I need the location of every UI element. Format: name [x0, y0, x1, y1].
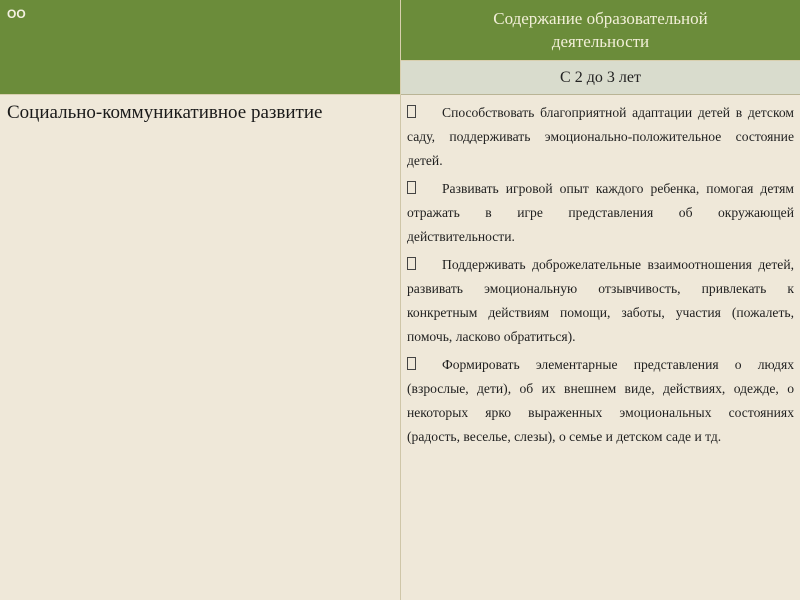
- list-item: [407, 353, 794, 449]
- box-bullet-icon: [407, 105, 416, 118]
- header-area-cell: [0, 0, 401, 95]
- list-item: [407, 253, 794, 349]
- content-column-header: Содержание образовательной деятельности: [493, 9, 708, 51]
- goals-list: [401, 95, 800, 449]
- area-cell: [0, 95, 401, 600]
- box-bullet-icon: [407, 257, 416, 270]
- box-bullet-icon: [407, 181, 416, 194]
- list-item-text: Развивать игровой опыт каждого ребенка, помогая детям отражать в игре представления об окружающей действительности.: [407, 181, 794, 244]
- box-bullet-icon: [407, 357, 416, 370]
- content-cell: [401, 95, 800, 600]
- age-group-header: С 2 до 3 лет: [401, 61, 800, 95]
- list-item: [407, 101, 794, 173]
- list-item: [407, 177, 794, 249]
- list-item-text: Формировать элементарные представления о людях (взрослые, дети), об их внешнем виде, действиях, одежде, о некоторых ярко выраженных эмоциональных состояниях (радость, веселье, слезы), о семье и детском саде и тд.: [407, 357, 794, 444]
- header-content-cell: [401, 0, 800, 61]
- area-column-header: ОО: [7, 7, 26, 21]
- area-name: Социально-коммуникативное развитие: [7, 102, 323, 123]
- list-item-text: Поддерживать доброжелательные взаимоотношения детей, развивать эмоциональную отзывчивость, привлекать к конкретным действиям помощи, заботы, участия (пожалеть, помочь, ласково обратиться).: [407, 257, 794, 344]
- list-item-text: Способствовать благоприятной адаптации детей в детском саду, поддерживать эмоционально-положительное состояние детей.: [407, 105, 794, 168]
